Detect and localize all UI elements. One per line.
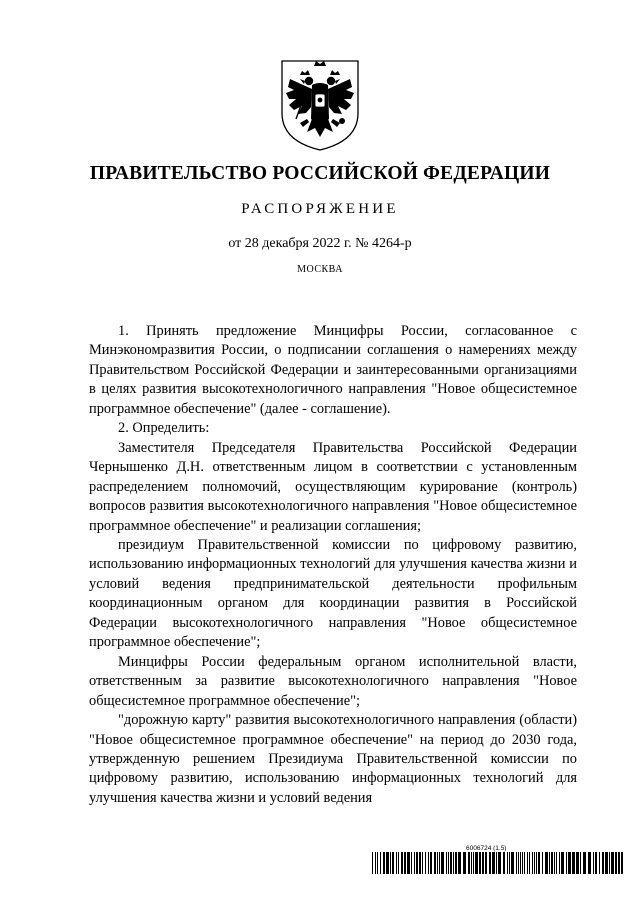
paragraph: "дорожную карту" развития высокотехнологичного направления (области) "Новое общесистемное программное обеспечение" на период до 2030 года, утвержденную решением Президиума Правительственной комиссии по цифровому развитию, использованию информационных технологий для улучшения качества жизни и условий ведения — [89, 712, 577, 806]
paragraph: 2. Определить: — [118, 420, 210, 437]
organization-title: ПРАВИТЕЛЬСТВО РОССИЙСКОЙ ФЕДЕРАЦИИ — [89, 163, 551, 184]
paragraph: 1. Принять предложение Минцифры России, согласованное с Минэкономразвития России, о подписании соглашения о намерениях между Правительством Российской Федерации и заинтересованными организациями в целях развития высокотехнологичного направления "Новое общесистемное программное обеспечение" (далее - соглашение). — [89, 323, 577, 417]
barcode-icon — [372, 852, 624, 874]
barcode-number: 6006724 (1.5) — [466, 845, 507, 852]
paragraph: Заместителя Председателя Правительства Российской Федерации Чернышенко Д.Н. ответственным лицом в соответствии с установленным распределением полномочий, осуществляющим курирование (контроль) вопросов развития высокотехнологичного направления "Новое общесистемное программное обеспечение" и реализации соглашения; — [89, 439, 577, 534]
document-date-number: от 28 декабря 2022 г. № 4264-р — [228, 236, 412, 251]
paragraph: президиум Правительственной комиссии по цифровому развитию, использованию информационных технологий для улучшения качества жизни и условий ведения предпринимательской деятельности профильным координационным органом для координации развития в Российской Федерации высокотехнологичного направления "Новое общесистемное программное обеспечение"; — [89, 536, 577, 651]
coat-of-arms-icon — [276, 57, 364, 153]
document-city: МОСКВА — [297, 264, 343, 275]
document-body — [89, 322, 577, 808]
paragraph: Минцифры России федеральным органом исполнительной власти, ответственным за развитие высокотехнологичного направления "Новое общесистемное программное обеспечение"; — [89, 653, 577, 709]
document-type: РАСПОРЯЖЕНИЕ — [241, 201, 399, 217]
